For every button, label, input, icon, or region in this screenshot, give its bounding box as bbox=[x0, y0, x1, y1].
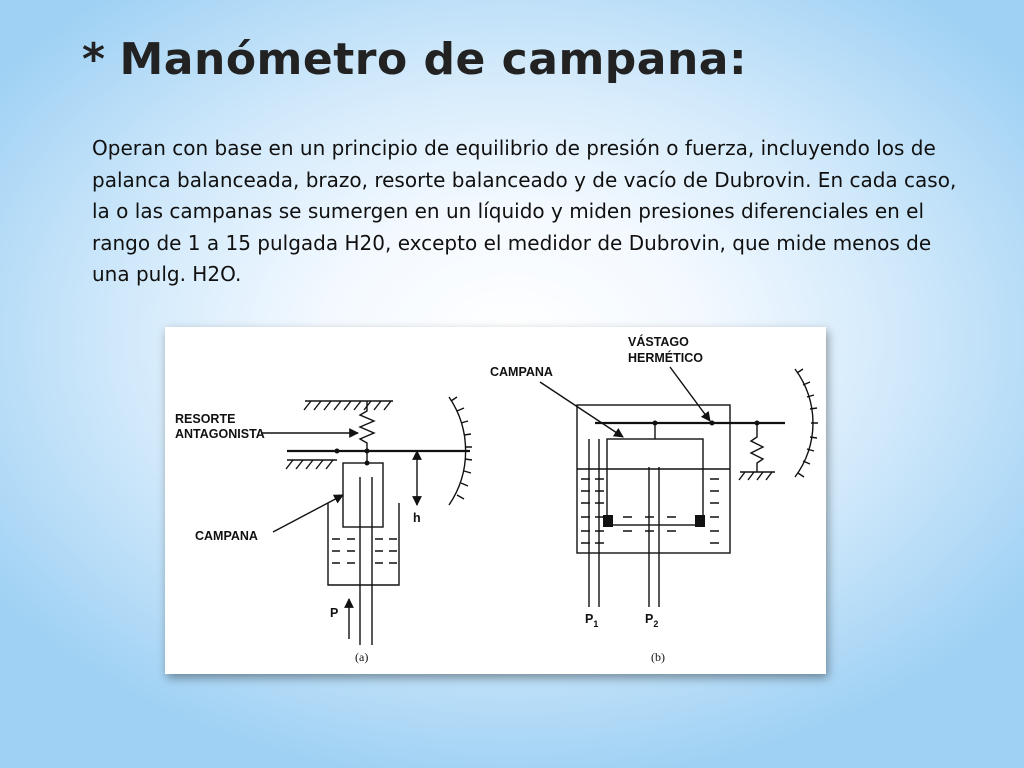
liquid-b bbox=[581, 479, 719, 543]
spring-label-line2-a: ANTAGONISTA bbox=[175, 427, 265, 441]
ceiling-hatch-a bbox=[304, 401, 391, 410]
tank-a bbox=[328, 503, 399, 585]
bell-b bbox=[607, 439, 703, 525]
bell-label-leader-a bbox=[273, 495, 343, 532]
bell-hanger-pivot-a bbox=[365, 461, 370, 466]
diagram-b bbox=[490, 334, 818, 664]
title-text: Manómetro de campana: bbox=[119, 34, 748, 85]
bell-label-b: CAMPANA bbox=[490, 365, 553, 379]
bell-label-a: CAMPANA bbox=[195, 529, 258, 543]
bell-a bbox=[343, 463, 383, 527]
title-bullet: * bbox=[82, 34, 106, 85]
diagram-a bbox=[175, 397, 472, 664]
ground-hatch-b bbox=[739, 472, 772, 480]
caption-b: (b) bbox=[651, 650, 665, 664]
spring-a bbox=[360, 401, 374, 451]
bell-manometer-figure bbox=[165, 327, 826, 674]
bell-weight-right-b bbox=[695, 515, 705, 527]
figure-diagram bbox=[165, 327, 826, 674]
lever-pivot-right-b bbox=[710, 421, 715, 426]
left-ground-hatch-a bbox=[286, 460, 333, 469]
p1-label-b: $P_1$ bbox=[585, 612, 599, 629]
liquid-a bbox=[332, 539, 397, 563]
stem-label-line2-b: HERMÉTICO bbox=[628, 351, 703, 365]
h-label-a: h bbox=[413, 511, 421, 525]
lever-fulcrum-a bbox=[335, 449, 340, 454]
bell-label-leader-b bbox=[540, 382, 623, 437]
pressure-label-a: P bbox=[330, 606, 339, 620]
p2-label-b: $P_2$ bbox=[645, 612, 659, 629]
scale-ticks-b bbox=[797, 369, 818, 477]
scale-ticks-a bbox=[451, 397, 472, 499]
body-paragraph: Operan con base en un principio de equilibrio de presión o fuerza, incluyendo los de palanca balanceada, brazo, resorte balanceado y de vacío de Dubrovin. En cada caso, la o las campanas se sumergen en un líquido y miden presiones diferenciales en el rango de 1 a 15 pulgada H20, excepto el medidor de Dubrovin, que mide menos de una pulg. H2O. bbox=[92, 136, 957, 286]
slide-title bbox=[82, 34, 747, 85]
stem-label-leader-b bbox=[670, 367, 710, 421]
bell-weight-left-b bbox=[603, 515, 613, 527]
stem-label-line1-b: VÁSTAGO bbox=[628, 335, 689, 349]
caption-a: (a) bbox=[355, 650, 369, 664]
spring-b bbox=[751, 423, 763, 472]
spring-label-line1-a: RESORTE bbox=[175, 412, 236, 426]
